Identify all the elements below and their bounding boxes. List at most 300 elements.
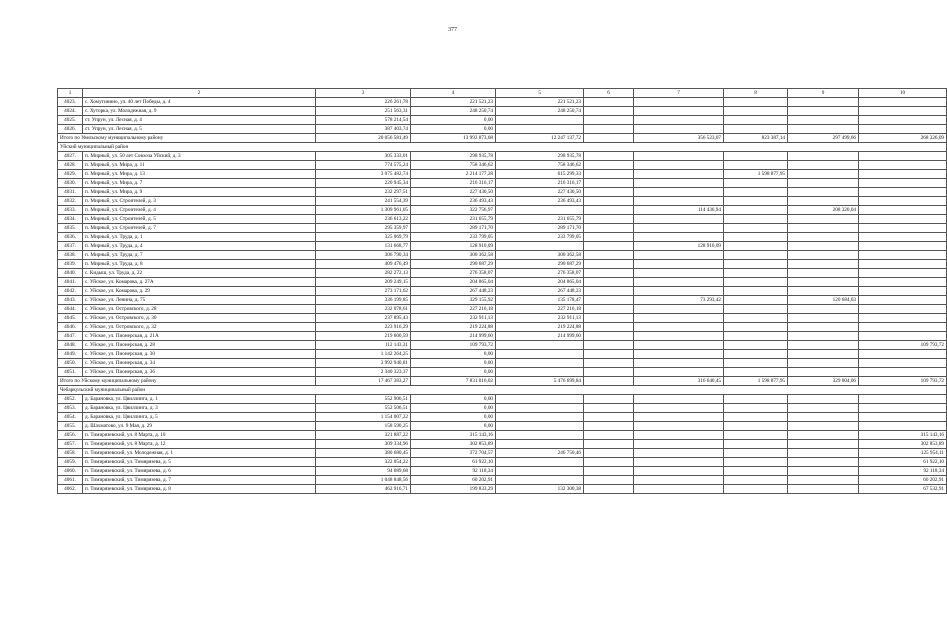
amount-cell: 1 048 848,56 [316, 476, 411, 485]
table-row [58, 341, 947, 350]
table-row [58, 413, 947, 422]
amount-cell [634, 215, 724, 224]
amount-cell [724, 188, 788, 197]
row-number: 4039. [58, 260, 83, 269]
amount-cell: 227 216,18 [411, 305, 496, 314]
column-header: 7 [634, 89, 724, 98]
row-number: 4052. [58, 395, 83, 404]
amount-cell [724, 233, 788, 242]
amount-cell: 372 704,57 [411, 449, 496, 458]
amount-cell [788, 485, 859, 494]
row-number: 4034. [58, 215, 83, 224]
table-header-row [58, 89, 947, 98]
amount-cell [788, 215, 859, 224]
address-cell: с. Кидыш, ул. Труда, д. 22 [83, 269, 316, 278]
amount-cell [724, 98, 788, 107]
amount-cell: 60 202,91 [411, 476, 496, 485]
amount-cell [584, 431, 634, 440]
address-cell: п. Мирный, ул. Мира, д. 7 [83, 179, 316, 188]
amount-cell [496, 395, 584, 404]
table-row [58, 458, 947, 467]
amount-cell [724, 440, 788, 449]
row-number: 4043. [58, 296, 83, 305]
amount-cell [584, 251, 634, 260]
address-cell: п. Мирный, ул. Труда, д. 4 [83, 242, 316, 251]
amount-cell [584, 341, 634, 350]
amount-cell: 67 532,91 [859, 485, 947, 494]
amount-cell [634, 161, 724, 170]
amount-cell [724, 215, 788, 224]
amount-cell [724, 341, 788, 350]
amount-cell [859, 359, 947, 368]
total-cell: 297 499,66 [788, 134, 859, 143]
amount-cell [724, 458, 788, 467]
amount-cell [724, 305, 788, 314]
amount-cell [788, 179, 859, 188]
amount-cell [724, 197, 788, 206]
amount-cell: 227 216,18 [496, 305, 584, 314]
amount-cell [724, 287, 788, 296]
amount-cell [724, 449, 788, 458]
address-cell: д. Барановка, ул. Цвиллинга, д. 1 [83, 395, 316, 404]
amount-cell [859, 278, 947, 287]
table-row [58, 368, 947, 377]
amount-cell: 236 613,22 [316, 215, 411, 224]
amount-cell [496, 350, 584, 359]
amount-cell: 214 999,60 [411, 332, 496, 341]
row-number: 4055. [58, 422, 83, 431]
total-cell: 17 467 383,27 [316, 377, 411, 386]
amount-cell [584, 116, 634, 125]
amount-cell [788, 152, 859, 161]
amount-cell [634, 485, 724, 494]
amount-cell: 0,00 [411, 395, 496, 404]
row-number: 4031. [58, 188, 83, 197]
amount-cell: 3 992 940,81 [316, 359, 411, 368]
amount-cell [724, 431, 788, 440]
amount-cell [788, 107, 859, 116]
amount-cell: 2 340 323,37 [316, 368, 411, 377]
amount-cell [788, 278, 859, 287]
amount-cell [788, 125, 859, 134]
amount-cell [496, 125, 584, 134]
amount-cell: 125 954,11 [859, 449, 947, 458]
amount-cell [584, 404, 634, 413]
amount-cell [859, 323, 947, 332]
amount-cell: 0,00 [411, 413, 496, 422]
amount-cell [584, 440, 634, 449]
amount-cell [859, 242, 947, 251]
amount-cell [859, 170, 947, 179]
amount-cell: 552 906,51 [316, 395, 411, 404]
row-number: 4049. [58, 350, 83, 359]
amount-cell: 227 430,50 [496, 188, 584, 197]
amount-cell [859, 269, 947, 278]
amount-cell [724, 359, 788, 368]
total-cell: 268 326,09 [859, 134, 947, 143]
row-number: 4040. [58, 269, 83, 278]
row-number: 4032. [58, 197, 83, 206]
total-cell: 1 598 877,95 [724, 377, 788, 386]
amount-cell: 0,00 [411, 422, 496, 431]
amount-cell [634, 332, 724, 341]
amount-cell [634, 467, 724, 476]
table-row [58, 98, 947, 107]
table-row [58, 359, 947, 368]
amount-cell [788, 188, 859, 197]
amount-cell [634, 170, 724, 179]
amount-cell [634, 413, 724, 422]
total-label: Итого по Увельскому муниципальному району [58, 134, 316, 143]
amount-cell [584, 188, 634, 197]
address-cell: п. Тимирязевский, ул. Тимирязева, д. 6 [83, 467, 316, 476]
amount-cell [724, 296, 788, 305]
address-cell: п. Мирный, ул. Строителей, д. 5 [83, 215, 316, 224]
address-cell: с. Уйское, ул. Пионерская, д. 30 [83, 350, 316, 359]
amount-cell: 236 493,43 [411, 197, 496, 206]
amount-cell [859, 233, 947, 242]
table-row [58, 296, 947, 305]
address-cell: п. Тимирязевский, ул. Молодежная, д. 1 [83, 449, 316, 458]
amount-cell [496, 404, 584, 413]
amount-cell: 61 922,10 [411, 458, 496, 467]
amount-cell: 462 916,71 [316, 485, 411, 494]
amount-cell: 282 272,13 [316, 269, 411, 278]
amount-cell: 1 142 264,25 [316, 350, 411, 359]
data-table [57, 88, 947, 494]
address-cell: с. Уйское, ул. Ленина, д. 75 [83, 296, 316, 305]
address-cell: п. Мирный, ул. Труда, д. 8 [83, 260, 316, 269]
amount-cell [496, 431, 584, 440]
amount-cell [584, 476, 634, 485]
amount-cell [634, 350, 724, 359]
row-number: 4036. [58, 233, 83, 242]
amount-cell: 329 155,92 [411, 296, 496, 305]
table-row [58, 449, 947, 458]
amount-cell [859, 395, 947, 404]
amount-cell: 273 171,62 [316, 287, 411, 296]
amount-cell [859, 206, 947, 215]
amount-cell: 109 793,72 [411, 341, 496, 350]
total-cell: 12 247 137,72 [496, 134, 584, 143]
row-number: 4037. [58, 242, 83, 251]
total-label: Итого по Уйскому муниципальному району [58, 377, 316, 386]
address-cell: п. Мирный, ул. Труда, д. 1 [83, 233, 316, 242]
amount-cell: 246 750,46 [496, 449, 584, 458]
table-row [58, 476, 947, 485]
row-number: 4028. [58, 161, 83, 170]
total-cell: 13 992 873,68 [411, 134, 496, 143]
amount-cell [724, 152, 788, 161]
amount-cell [788, 458, 859, 467]
total-row [58, 134, 947, 143]
table-row [58, 242, 947, 251]
amount-cell: 322 054,22 [316, 458, 411, 467]
amount-cell [634, 287, 724, 296]
section-title: Уйский муниципальный район [58, 143, 947, 152]
amount-cell: 248 250,74 [496, 107, 584, 116]
amount-cell [584, 350, 634, 359]
total-cell: 356 523,07 [634, 134, 724, 143]
amount-cell: 204 865,04 [496, 278, 584, 287]
table-row [58, 179, 947, 188]
amount-cell [724, 395, 788, 404]
table-row [58, 305, 947, 314]
amount-cell: 305 333,01 [316, 152, 411, 161]
table-row [58, 314, 947, 323]
amount-cell [584, 368, 634, 377]
total-cell: 20 056 581,49 [316, 134, 411, 143]
amount-cell: 199 833,29 [411, 485, 496, 494]
amount-cell [634, 107, 724, 116]
amount-cell [788, 116, 859, 125]
section-title: Чебаркульский муниципальный район [58, 386, 947, 395]
amount-cell [724, 485, 788, 494]
amount-cell: 114 436,94 [634, 206, 724, 215]
column-header: 2 [83, 89, 316, 98]
address-cell: п. Мирный, ул. Труда, д. 7 [83, 251, 316, 260]
amount-cell [496, 341, 584, 350]
amount-cell: 380 680,45 [316, 449, 411, 458]
amount-cell [724, 476, 788, 485]
amount-cell [859, 314, 947, 323]
row-number: 4035. [58, 224, 83, 233]
amount-cell: 302 853,89 [859, 440, 947, 449]
total-cell [584, 377, 634, 386]
amount-cell: 336 199,85 [316, 296, 411, 305]
amount-cell [634, 476, 724, 485]
row-number: 4062. [58, 485, 83, 494]
amount-cell: 1 154 007,22 [316, 413, 411, 422]
amount-cell [584, 98, 634, 107]
row-number: 4050. [58, 359, 83, 368]
amount-cell: 60 202,91 [859, 476, 947, 485]
amount-cell [724, 251, 788, 260]
amount-cell [788, 323, 859, 332]
address-cell: п. Мирный, ул. Мира, д. 13 [83, 170, 316, 179]
amount-cell [634, 197, 724, 206]
amount-cell [584, 260, 634, 269]
table-row [58, 233, 947, 242]
table-row [58, 161, 947, 170]
amount-cell [634, 305, 724, 314]
row-number: 4025. [58, 116, 83, 125]
amount-cell: 233 799,05 [411, 233, 496, 242]
amount-cell [859, 125, 947, 134]
amount-cell: 552 506,51 [316, 404, 411, 413]
amount-cell [584, 179, 634, 188]
amount-cell [634, 458, 724, 467]
amount-cell: 298 935,78 [496, 152, 584, 161]
table-row [58, 431, 947, 440]
amount-cell [788, 449, 859, 458]
amount-cell: 231 655,79 [411, 215, 496, 224]
amount-cell [788, 170, 859, 179]
amount-cell [724, 179, 788, 188]
amount-cell [724, 116, 788, 125]
amount-cell [496, 116, 584, 125]
amount-cell [634, 440, 724, 449]
amount-cell [788, 197, 859, 206]
amount-cell: 409 476,49 [316, 260, 411, 269]
table-row [58, 215, 947, 224]
amount-cell [859, 305, 947, 314]
amount-cell: 325 069,79 [316, 233, 411, 242]
amount-cell [496, 467, 584, 476]
table-row [58, 467, 947, 476]
table-row [58, 116, 947, 125]
amount-cell [724, 467, 788, 476]
column-header: 4 [411, 89, 496, 98]
amount-cell [724, 368, 788, 377]
amount-cell [496, 206, 584, 215]
address-cell: с. Уйское, ул. Островского, д. 28 [83, 305, 316, 314]
amount-cell [496, 413, 584, 422]
amount-cell: 306 790,34 [316, 251, 411, 260]
table-row [58, 125, 947, 134]
amount-cell [859, 422, 947, 431]
table-row [58, 152, 947, 161]
table-row [58, 260, 947, 269]
amount-cell [788, 476, 859, 485]
address-cell: п. Мирный, ул. Строителей, д. 7 [83, 224, 316, 233]
amount-cell [724, 269, 788, 278]
amount-cell [788, 368, 859, 377]
total-row [58, 377, 947, 386]
amount-cell [584, 215, 634, 224]
amount-cell [859, 287, 947, 296]
amount-cell: 209 249,15 [316, 278, 411, 287]
amount-cell [634, 431, 724, 440]
amount-cell: 237 895,43 [316, 314, 411, 323]
amount-cell [859, 215, 947, 224]
amount-cell: 758 346,62 [411, 161, 496, 170]
amount-cell [788, 233, 859, 242]
amount-cell [788, 422, 859, 431]
amount-cell [788, 305, 859, 314]
row-number: 4029. [58, 170, 83, 179]
amount-cell [634, 395, 724, 404]
amount-cell [634, 251, 724, 260]
amount-cell: 0,00 [411, 359, 496, 368]
amount-cell: 1 309 961,05 [316, 206, 411, 215]
amount-cell [788, 161, 859, 170]
table-row [58, 107, 947, 116]
amount-cell [496, 368, 584, 377]
amount-cell [584, 467, 634, 476]
amount-cell [496, 440, 584, 449]
column-header: 10 [859, 89, 947, 98]
amount-cell [584, 359, 634, 368]
amount-cell [584, 395, 634, 404]
address-cell: с. Уйское, ул. Комарова, д. 29 [83, 287, 316, 296]
total-cell: 109 793,72 [859, 377, 947, 386]
amount-cell [724, 206, 788, 215]
amount-cell [724, 278, 788, 287]
amount-cell: 221 521,23 [411, 98, 496, 107]
amount-cell [584, 287, 634, 296]
amount-cell [584, 125, 634, 134]
amount-cell: 302 853,89 [411, 440, 496, 449]
amount-cell [788, 224, 859, 233]
total-cell: 5 476 699,84 [496, 377, 584, 386]
amount-cell: 219 600,59 [316, 332, 411, 341]
amount-cell [584, 332, 634, 341]
address-cell: п. Мирный, ул. 50 лет Совхоза Уйский, д. 3 [83, 152, 316, 161]
amount-cell [634, 260, 724, 269]
amount-cell: 290 687,29 [496, 260, 584, 269]
amount-cell [724, 161, 788, 170]
amount-cell [788, 413, 859, 422]
amount-cell [584, 197, 634, 206]
table-row [58, 440, 947, 449]
amount-cell [724, 107, 788, 116]
amount-cell: 774 575,24 [316, 161, 411, 170]
amount-cell [788, 440, 859, 449]
table-row [58, 224, 947, 233]
row-number: 4058. [58, 449, 83, 458]
amount-cell [788, 260, 859, 269]
amount-cell [634, 341, 724, 350]
amount-cell [724, 260, 788, 269]
amount-cell [584, 485, 634, 494]
table-row [58, 422, 947, 431]
total-cell: 7 831 016,02 [411, 377, 496, 386]
amount-cell: 387 403,74 [316, 125, 411, 134]
amount-cell: 300 362,58 [496, 251, 584, 260]
amount-cell [634, 359, 724, 368]
address-cell: д. Барановка, ул. Цвиллинга, д. 3 [83, 404, 316, 413]
table-row [58, 269, 947, 278]
section-row [58, 386, 947, 395]
amount-cell [584, 242, 634, 251]
address-cell: п. Тимирязевский, ул. Тимирязева, д. 8 [83, 485, 316, 494]
address-cell: п. Тимирязевский, ул. 8 Марта, д. 10 [83, 431, 316, 440]
address-cell: с. Уйское, ул. Островского, д. 30 [83, 314, 316, 323]
amount-cell: 61 922,10 [859, 458, 947, 467]
amount-cell: 232 078,61 [316, 305, 411, 314]
amount-cell: 289 171,70 [411, 224, 496, 233]
amount-cell [634, 422, 724, 431]
amount-cell [634, 152, 724, 161]
amount-cell: 3 075 482,74 [316, 170, 411, 179]
address-cell: ст. Упрун, ул. Лесная, д. 5 [83, 125, 316, 134]
amount-cell: 219 224,88 [496, 323, 584, 332]
row-number: 4061. [58, 476, 83, 485]
amount-cell [584, 314, 634, 323]
amount-cell [584, 413, 634, 422]
amount-cell [724, 404, 788, 413]
amount-cell: 221 521,23 [496, 98, 584, 107]
amount-cell: 309 334,96 [316, 440, 411, 449]
amount-cell: 232 911,13 [411, 314, 496, 323]
amount-cell: 216 316,17 [411, 179, 496, 188]
amount-cell: 321 887,22 [316, 431, 411, 440]
address-cell: д. Шахматово, ул. 9 Мая, д. 29 [83, 422, 316, 431]
row-number: 4054. [58, 413, 83, 422]
amount-cell: 298 935,78 [411, 152, 496, 161]
amount-cell [584, 323, 634, 332]
address-cell: п. Мирный, ул. Строителей, д. 3 [83, 197, 316, 206]
amount-cell: 241 554,39 [316, 197, 411, 206]
row-number: 4041. [58, 278, 83, 287]
row-number: 4030. [58, 179, 83, 188]
amount-cell [859, 152, 947, 161]
amount-cell [584, 449, 634, 458]
address-cell: п. Тимирязевский, ул. Тимирязева, д. 7 [83, 476, 316, 485]
address-cell: п. Мирный, ул. Мира, д. 11 [83, 161, 316, 170]
amount-cell [584, 422, 634, 431]
